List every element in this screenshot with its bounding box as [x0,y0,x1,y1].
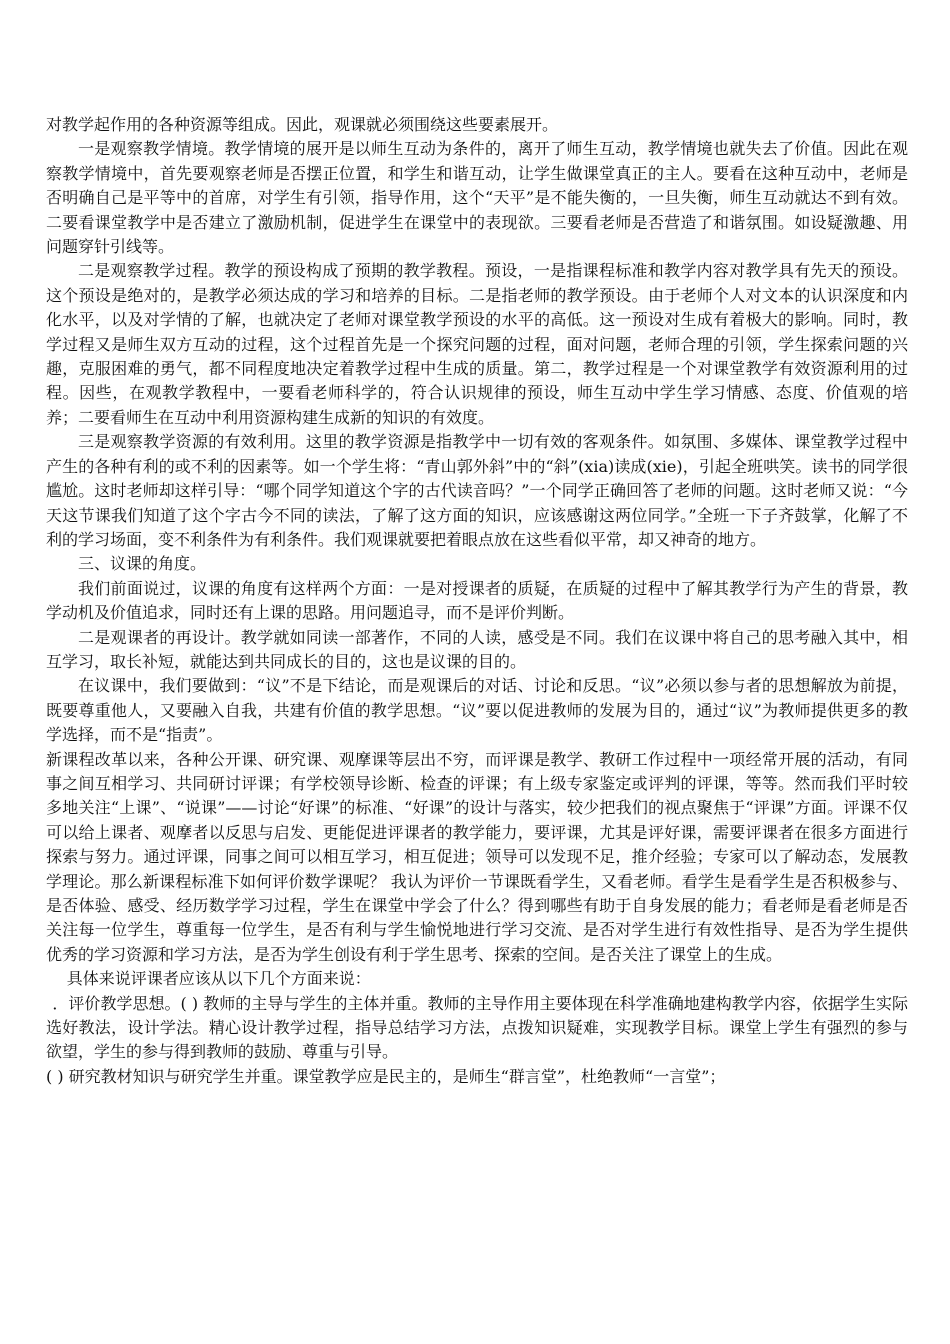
paragraph-curriculum-reform: 新课程改革以来，各种公开课、研究课、观摩课等层出不穷，而评课是教学、教研工作过程中一项经常开展的活动，有同事之间互相学习、共同研讨评课；有学校领导诊断、检查的评课；有上级专家鉴定或评判的评课，等等。然而我们平时较多地关注“上课”、“说课”——讨论“好课”的标准、“好课”的设计与落实，较少把我们的视点聚焦于“评课”方面。评课不仅可以给上课者、观摩者以反思与启发、更能促进评课者的教学能力，要评课，尤其是评好课，需要评课者在很多方面进行探索与努力。通过评课，同事之间可以相互学习，相互促进；领导可以发现不足，推介经验；专家可以了解动态，发展教学理论。那么新课程标准下如何评价数学课呢？ 我认为评价一节课既看学生，又看老师。看学生是看学生是否积极参与、是否体验、感受、经历数学学习过程，学生在课堂中学会了什么？得到哪些有助于自身发展的能力；看老师是看老师是否关注每一位学生，尊重每一位学生，是否有利与学生愉悦地进行学习交流、是否对学生进行有效性指导、是否为学生提供优秀的学习资源和学习方法，是否为学生创设有利于学生思考、探索的空间。是否关注了课堂上的生成。 [46,749,908,964]
paragraph-teaching-situation: 一是观察教学情境。教学情境的展开是以师生互动为条件的，离开了师生互动，教学情境也就失去了价值。因此在观察教学情境中，首先要观察老师是否摆正位置，和学生和谐互动，让学生做课堂真正的主人。要看在这种互动中，老师是否明确自己是平等中的首席，对学生有引领，指导作用，这个“天平”是不能失衡的，一旦失衡，师生互动就达不到有效。二要看课堂教学中是否建立了激励机制，促进学生在课堂中的表现欲。三要看老师是否营造了和谐氛围。如设疑激趣、用问题穿针引线等。 [46,139,908,257]
paragraph-evaluate-teaching-thought: ．评价教学思想。( ) 教师的主导与学生的主体并重。教师的主导作用主要体现在科学准确地建构教学内容，依据学生实际选好教法，设计学法。精心设计教学过程，指导总结学习方法，点拨知识疑难，实现教学目标。课堂上学生有强烈的参与欲望，学生的参与得到教师的鼓励、尊重与引导。 [46,993,908,1062]
paragraph-teaching-process: 二是观察教学过程。教学的预设构成了预期的教学教程。预设，一是指课程标准和教学内容对教学具有先天的预设。这个预设是绝对的，是教学必须达成的学习和培养的目标。二是指老师的教学预设。由于老师个人对文本的认识深度和内化水平，以及对学情的了解，也就决定了老师对课堂教学预设的水平的高低。这一预设对生成有着极大的影响。同时，教学过程又是师生双方互动的过程，这个过程首先是一个探究问题的过程，面对问题，老师合理的引领，学生探索问题的兴趣，克服困难的勇气，都不同程度地决定着教学过程中生成的质量。第二，教学过程是一个对课堂教学有效资源利用的过程。因些，在观教学教程中，一要看老师科学的，符合认识规律的预设，师生互动中学生学习情感、态度、价值观的培养；二要看师生在互动中利用资源构建生成新的知识的有效度。 [46,261,908,427]
paragraph-redesign: 二是观课者的再设计。教学就如同读一部著作，不同的人读，感受是不同。我们在议课中将自己的思考融入其中，相互学习，取长补短，就能达到共同成长的目的，这也是议课的目的。 [46,627,908,671]
document-page [46,113,908,1089]
paragraph-materials-and-students: ( ) 研究教材知识与研究学生并重。课堂教学应是民主的，是师生“群言堂”，杜绝教师“一言堂”； [46,1066,726,1086]
paragraph-teaching-resources: 三是观察教学资源的有效利用。这里的教学资源是指教学中一切有效的客观条件。如氛围、多媒体、课堂教学过程中产生的各种有利的或不利的因素等。如一个学生将：“青山郭外斜”中的“斜”(xia)读成(xie)，引起全班哄笑。读书的同学很尴尬。这时老师却这样引导：“哪个同学知道这个字的古代读音吗？”一个同学正确回答了老师的问题。这时老师又说：“今天这节课我们知道了这个字古今不同的读法，了解了这方面的知识，应该感谢这两位同学。”全班一下子齐鼓掌，化解了不利的学习场面，变不利条件为有利条件。我们观课就要把着眼点放在这些看似平常，却又神奇的地方。 [46,432,908,549]
paragraph-evaluation-aspects-intro: 具体来说评课者应该从以下几个方面来说： [66,969,371,989]
paragraph-questioning: 我们前面说过，议课的角度有这样两个方面：一是对授课者的质疑，在质疑的过程中了解其教学行为产生的背景，教学动机及价值追求，同时还有上课的思路。用问题追寻，而不是评价判断。 [46,578,908,623]
paragraph-discussion-principles: 在议课中，我们要做到：“议”不是下结论，而是观课后的对话、讨论和反思。“议”必须以参与者的思想解放为前提，既要尊重他人，又要融入自我，共建有价值的教学思想。“议”要以促进教师的发展为目的，通过“议”为教师提供更多的教学选择，而不是“指责”。 [46,676,908,745]
section-heading-discussion-angle: 三、议课的角度。 [78,554,207,574]
paragraph-continuation: 对教学起作用的各种资源等组成。因此，观课就必须围绕这些要素展开。 [46,115,559,134]
